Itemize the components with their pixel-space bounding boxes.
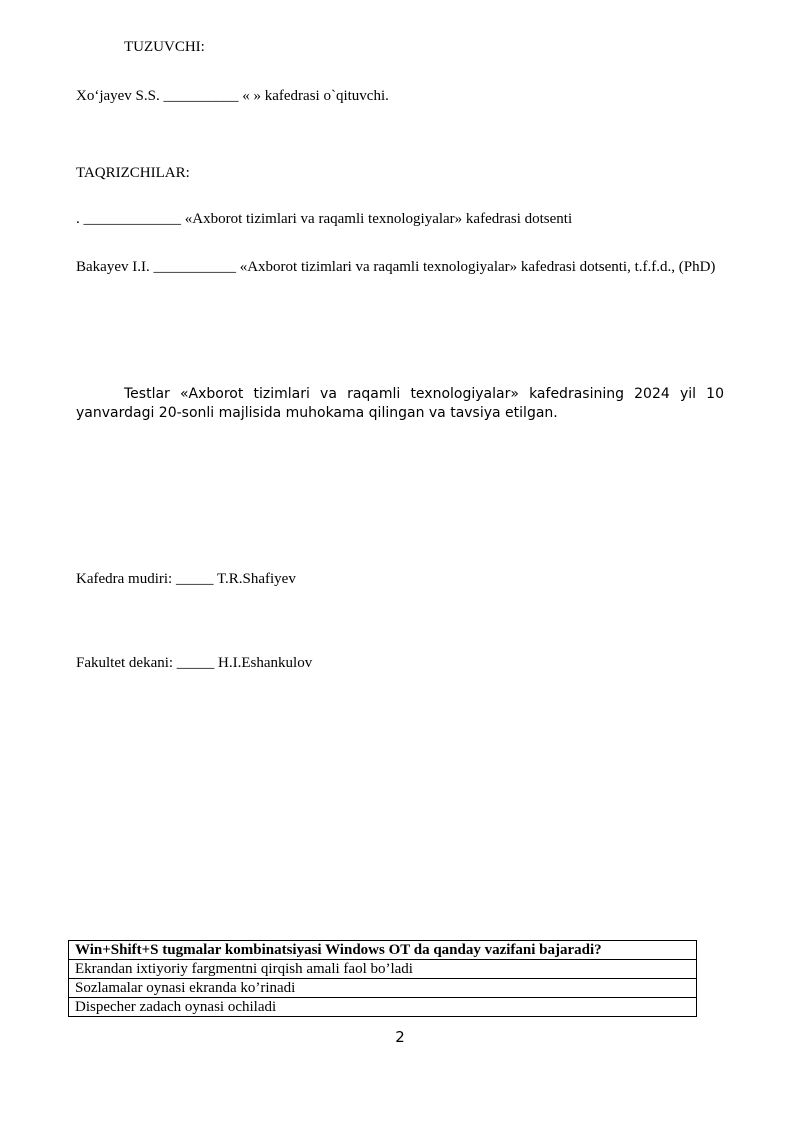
compiler-heading: TUZUVCHI: xyxy=(124,39,205,55)
dean-signature xyxy=(76,654,312,673)
approval-text: Testlar «Axborot tizimlari va raqamli texnologiyalar» kafedrasining 2024 yil 10 yanvardagi 20-sonli majlisida muhokama qilingan va tavsiya etilgan. xyxy=(76,386,724,421)
question-text: Win+Shift+S tugmalar kombinatsiyasi Windows OT da qanday vazifani bajaradi? xyxy=(69,941,697,960)
head-of-department-signature xyxy=(76,570,296,589)
answer-option: Dispecher zadach oynasi ochiladi xyxy=(69,998,697,1017)
answer-option: Ekrandan ixtiyoriy fargmentni qirqish amali faol bo’ladi xyxy=(69,960,697,979)
head-of-department-text: Kafedra mudiri: _____ T.R.Shafiyev xyxy=(76,571,296,587)
question-table xyxy=(68,940,697,1017)
dean-text: Fakultet dekani: _____ H.I.Eshankulov xyxy=(76,655,313,671)
compiler-line: Xo‘jayev S.S. __________ « » kafedrasi o`qituvchi. xyxy=(76,88,389,104)
answer-row xyxy=(69,979,697,998)
reviewer-line-1: . _____________ «Axborot tizimlari va raqamli texnologiyalar» kafedrasi dotsenti xyxy=(76,211,573,227)
page-number: 2 xyxy=(395,1028,405,1046)
answer-option: Sozlamalar oynasi ekranda ko’rinadi xyxy=(69,979,697,998)
answer-row xyxy=(69,998,697,1017)
reviewer-line-2: Bakayev I.I. ___________ «Axborot tizimlari va raqamli texnologiyalar» kafedrasi dotsenti, t.f.f.d., (PhD) xyxy=(76,259,716,275)
reviewers-heading: TAQRIZCHILAR: xyxy=(76,165,190,181)
question-row xyxy=(69,941,697,960)
answer-row xyxy=(69,960,697,979)
